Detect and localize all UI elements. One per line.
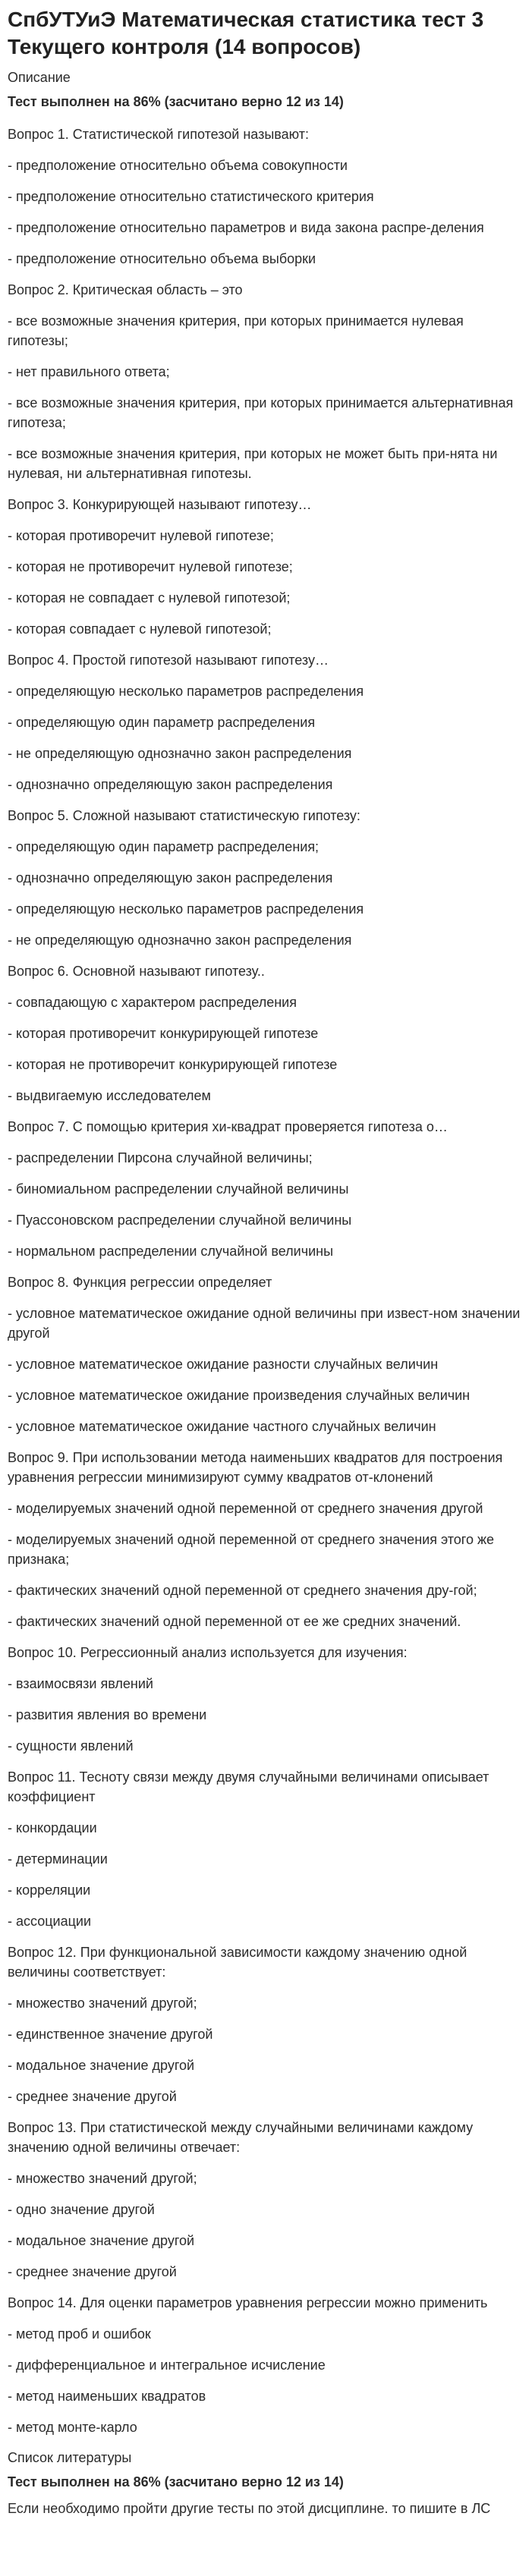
question-text: Вопрос 14. Для оценки параметров уравнения регрессии можно применить <box>8 2295 488 2310</box>
question-text: Вопрос 6. Основной называют гипотезу.. <box>8 964 265 979</box>
answer-option: - не определяющую однозначно закон распределения <box>8 933 352 948</box>
answer-option: - определяющую один параметр распределения <box>8 715 316 730</box>
answer-option: - модальное значение другой <box>8 2058 195 2073</box>
answer-option: - множество значений другой; <box>8 2171 197 2186</box>
answer-option: - все возможные значения критерия, при которых не может быть при-нята ни нулевая, ни альтернативная гипотезы. <box>8 446 498 481</box>
question-text: Вопрос 1. Статистической гипотезой называют: <box>8 127 310 142</box>
question-text: Вопрос 8. Функция регрессии определяет <box>8 1275 272 1290</box>
answer-option: - предположение относительно параметров и вида закона распре-деления <box>8 220 484 235</box>
answer-option: - однозначно определяющую закон распределения <box>8 777 333 792</box>
question-list <box>8 124 524 2437</box>
question-text: Вопрос 5. Сложной называют статистическую гипотезу: <box>8 808 360 823</box>
answer-option: - которая не противоречит нулевой гипотезе; <box>8 559 293 574</box>
question-text: Вопрос 4. Простой гипотезой называют гипотезу… <box>8 653 329 668</box>
answer-option: - фактических значений одной переменной от ее же средних значений. <box>8 1614 461 1629</box>
answer-option: - предположение относительно статистического критерия <box>8 189 374 204</box>
answer-option: - определяющую несколько параметров распределения <box>8 901 364 917</box>
answer-option: - не определяющую однозначно закон распределения <box>8 746 352 761</box>
test-result-summary: Тест выполнен на 86% (засчитано верно 12 из 14) <box>8 94 344 109</box>
answer-option: - которая противоречит конкурирующей гипотезе <box>8 1026 319 1041</box>
answer-option: - моделируемых значений одной переменной от среднего значения другой <box>8 1501 483 1516</box>
answer-option: - определяющую несколько параметров распределения <box>8 684 364 699</box>
answer-option: - детерминации <box>8 1851 108 1867</box>
answer-option: - корреляции <box>8 1882 91 1898</box>
question-text: Вопрос 10. Регрессионный анализ используется для изучения: <box>8 1645 408 1660</box>
question-text: Вопрос 9. При использовании метода наименьших квадратов для построения уравнения регрессии минимизируют сумму квадратов от-клонений <box>8 1450 503 1485</box>
answer-option: - конкордации <box>8 1820 97 1835</box>
answer-option: - нет правильного ответа; <box>8 364 170 379</box>
answer-option: - все возможные значения критерия, при которых принимается альтернативная гипотеза; <box>8 395 514 430</box>
literature-label: Список литературы <box>8 2450 132 2465</box>
answer-option: - одно значение другой <box>8 2202 155 2217</box>
question-text: Вопрос 12. При функциональной зависимости каждому значению одной величины соответствует: <box>8 1945 467 1980</box>
answer-option: - условное математическое ожидание частного случайных величин <box>8 1419 436 1434</box>
question-text: Вопрос 2. Критическая область – это <box>8 282 243 297</box>
answer-option: - взаимосвязи явлений <box>8 1676 153 1691</box>
answer-option: - условное математическое ожидание разности случайных величин <box>8 1357 439 1372</box>
answer-option: - сущности явлений <box>8 1738 134 1754</box>
answer-option: - развития явления во времени <box>8 1707 207 1722</box>
answer-option: - условное математическое ожидание одной величины при извест-ном значении другой <box>8 1306 521 1341</box>
answer-option: - все возможные значения критерия, при которых принимается нулевая гипотезы; <box>8 313 464 348</box>
answer-option: - ассоциации <box>8 1914 92 1929</box>
answer-option: - среднее значение другой <box>8 2264 177 2279</box>
answer-option: - распределении Пирсона случайной величины; <box>8 1150 313 1165</box>
answer-option: - единственное значение другой <box>8 2027 213 2042</box>
answer-option: - которая противоречит нулевой гипотезе; <box>8 528 274 543</box>
description-label: Описание <box>8 70 71 85</box>
answer-option: - определяющую один параметр распределения; <box>8 839 320 854</box>
answer-option: - метод наименьших квадратов <box>8 2389 206 2404</box>
answer-option: - нормальном распределении случайной величины <box>8 1244 334 1259</box>
answer-option: - модальное значение другой <box>8 2233 195 2248</box>
question-text: Вопрос 7. С помощью критерия хи-квадрат проверяется гипотеза о… <box>8 1119 448 1134</box>
answer-option: - выдвигаемую исследователем <box>8 1088 211 1103</box>
answer-option: - дифференциальное и интегральное исчисление <box>8 2357 326 2373</box>
answer-option: - совпадающую с характером распределения <box>8 995 297 1010</box>
question-text: Вопрос 11. Тесноту связи между двумя случайными величинами описывает коэффициент <box>8 1769 490 1804</box>
answer-option: - которая не совпадает с нулевой гипотезой; <box>8 590 291 605</box>
answer-option: - предположение относительно объема выборки <box>8 251 316 266</box>
answer-option: - множество значений другой; <box>8 1996 197 2011</box>
answer-option: - предположение относительно объема совокупности <box>8 158 348 173</box>
answer-option: - моделируемых значений одной переменной от среднего значения этого же признака; <box>8 1532 495 1567</box>
answer-option: - метод монте-карло <box>8 2420 137 2435</box>
answer-option: - фактических значений одной переменной от среднего значения дру-гой; <box>8 1583 477 1598</box>
answer-option: - Пуассоновском распределении случайной величины <box>8 1213 352 1228</box>
question-text: Вопрос 13. При статистической между случайными величинами каждому значению одной величины отвечает: <box>8 2120 474 2155</box>
test-result-summary-bottom: Тест выполнен на 86% (засчитано верно 12 из 14) <box>8 2474 344 2490</box>
answer-option: - которая совпадает с нулевой гипотезой; <box>8 621 272 637</box>
answer-option: - условное математическое ожидание произведения случайных величин <box>8 1388 471 1403</box>
question-text: Вопрос 3. Конкурирующей называют гипотезу… <box>8 497 312 512</box>
answer-option: - среднее значение другой <box>8 2089 177 2104</box>
answer-option: - биномиальном распределении случайной величины <box>8 1181 349 1197</box>
answer-option: - которая не противоречит конкурирующей гипотезе <box>8 1057 338 1072</box>
answer-option: - метод проб и ошибок <box>8 2326 151 2342</box>
answer-option: - однозначно определяющую закон распределения <box>8 870 333 885</box>
footer-note: Если необходимо пройти другие тесты по этой дисциплине. то пишите в ЛС <box>8 2501 491 2516</box>
page-title: СпбУТУиЭ Математическая статистика тест 3 Текущего контроля (14 вопросов) <box>8 8 484 58</box>
